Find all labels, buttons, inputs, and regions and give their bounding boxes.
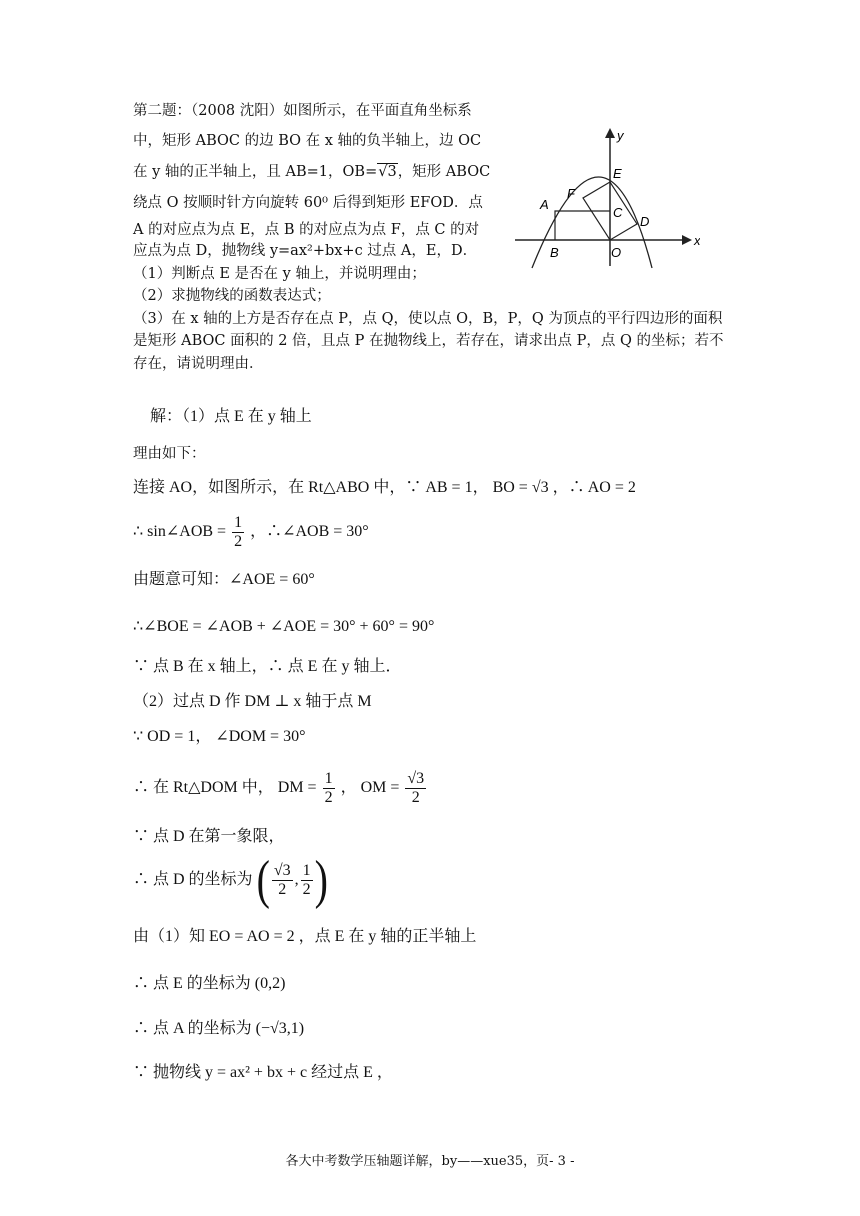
d-coordinate-label: ∴ 点 D 的坐标为 — [133, 871, 253, 888]
page-footer: 各大中考数学压轴题详解，by——xue35，页- 3 - — [285, 1154, 575, 1169]
label-c: C — [613, 205, 623, 220]
solution-9: ∵ OD = 1， ∠DOM = 30° — [133, 728, 306, 745]
solution-8: （2）过点 D 作 DM ⊥ x 轴于点 M — [133, 693, 372, 710]
solution-15: ∴ 点 A 的坐标为 (−√3,1) — [133, 1020, 305, 1037]
problem-line-5: A 的对应点为点 E，点 B 的对应点为点 F，点 C 的对 — [133, 222, 480, 238]
question-3-line-1: （3）在 x 轴的上方是否存在点 P，点 Q，使以点 O，B，P，Q 为顶点的平行四边形的面积 — [133, 311, 723, 327]
denominator: 2 — [411, 788, 420, 806]
solution-14: ∴ 点 E 的坐标为 (0,2) — [133, 975, 286, 992]
label-b: B — [550, 245, 559, 260]
question-3-line-3: 存在，请说明理由． — [133, 356, 264, 372]
denominator: 2 — [302, 880, 311, 898]
solution-7: ∵ 点 B 在 x 轴上，∴ 点 E 在 y 轴上． — [133, 658, 402, 675]
denominator: 2 — [278, 880, 287, 898]
numerator: 1 — [324, 769, 333, 787]
question-1: （1）判断点 E 是否在 y 轴上，并说明理由； — [133, 266, 426, 282]
problem-line-2: 中，矩形 ABOC 的边 BO 在 x 轴的负半轴上，边 OC — [133, 133, 482, 149]
numerator: √3 — [273, 861, 291, 879]
question-2: （2）求抛物线的函数表达式； — [133, 288, 331, 304]
solution-4 — [133, 512, 369, 552]
geometry-figure — [510, 126, 700, 276]
label-y: y — [617, 128, 624, 143]
solution-10 — [133, 765, 428, 811]
label-x: x — [694, 233, 700, 248]
rectangle-aboc — [555, 211, 610, 240]
label-f: F — [567, 186, 575, 201]
fraction-one-half — [232, 514, 244, 551]
om-expression: ， OM = — [340, 779, 400, 796]
angle-result: ，∴∠AOB = 30° — [250, 523, 369, 540]
fraction-dy — [301, 862, 313, 899]
problem-line-6: 应点为点 D，抛物线 y=ax²+bx+c 过点 A，E，D． — [133, 243, 478, 259]
fraction-dx — [272, 862, 293, 899]
solution-1: 解：（1）点 E 在 y 轴上 — [150, 408, 312, 425]
right-paren: ) — [314, 849, 328, 911]
label-d: D — [640, 214, 650, 229]
problem-line-3 — [133, 162, 490, 182]
solution-12: ∴ 点 D 的坐标为 ( $\frac{√3}{2}$ , $\frac{1}{2}$ ) — [133, 849, 328, 911]
denominator: 2 — [324, 788, 333, 806]
solution-2: 理由如下： — [133, 446, 206, 462]
label-a: A — [540, 197, 549, 212]
label-o: O — [611, 245, 622, 260]
dm-expression: ∴ 在 Rt△DOM 中， DM = — [133, 779, 317, 796]
problem-line-4: 绕点 O 按顺时针方向旋转 60⁰ 后得到矩形 EFOD．点 — [133, 195, 483, 211]
left-paren: ( — [256, 849, 270, 911]
y-axis-arrow — [605, 128, 615, 138]
fraction-dm — [323, 770, 335, 807]
solution-5: 由题意可知：∠AOE = 60° — [133, 571, 315, 588]
x-axis-arrow — [682, 235, 692, 245]
sin-expression: ∴ sin∠AOB = — [133, 523, 227, 540]
problem-line-3-text: 在 y 轴的正半轴上，且 AB=1，OB= — [133, 164, 378, 180]
problem-line-1: 第二题：（2008 沈阳）如图所示，在平面直角坐标系 — [133, 103, 472, 119]
numerator: 1 — [234, 513, 243, 531]
solution-16: ∵ 抛物线 y = ax² + bx + c 经过点 E ， — [133, 1064, 393, 1081]
solution-13: 由（1）知 EO = AO = 2 ，点 E 在 y 轴的正半轴上 — [133, 928, 477, 945]
solution-11: ∵ 点 D 在第一象限， — [133, 828, 285, 845]
numerator: 1 — [302, 861, 311, 879]
sqrt-3: √3 — [378, 164, 397, 180]
fraction-om — [405, 770, 426, 807]
label-e: E — [613, 166, 622, 181]
problem-line-3-tail: ，矩形 ABOC — [397, 164, 491, 180]
denominator: 2 — [234, 532, 243, 550]
solution-3: 连接 AO，如图所示，在 Rt△ABO 中，∵ AB = 1， BO = √3 ，∴ AO = 2 — [133, 479, 636, 496]
solution-6: ∴∠BOE = ∠AOB + ∠AOE = 30° + 60° = 90° — [133, 618, 435, 635]
question-3-line-2: 是矩形 ABOC 面积的 2 倍，且点 P 在抛物线上，若存在，请求出点 P，点 Q 的坐标；若不 — [133, 333, 724, 349]
numerator: √3 — [407, 769, 425, 787]
